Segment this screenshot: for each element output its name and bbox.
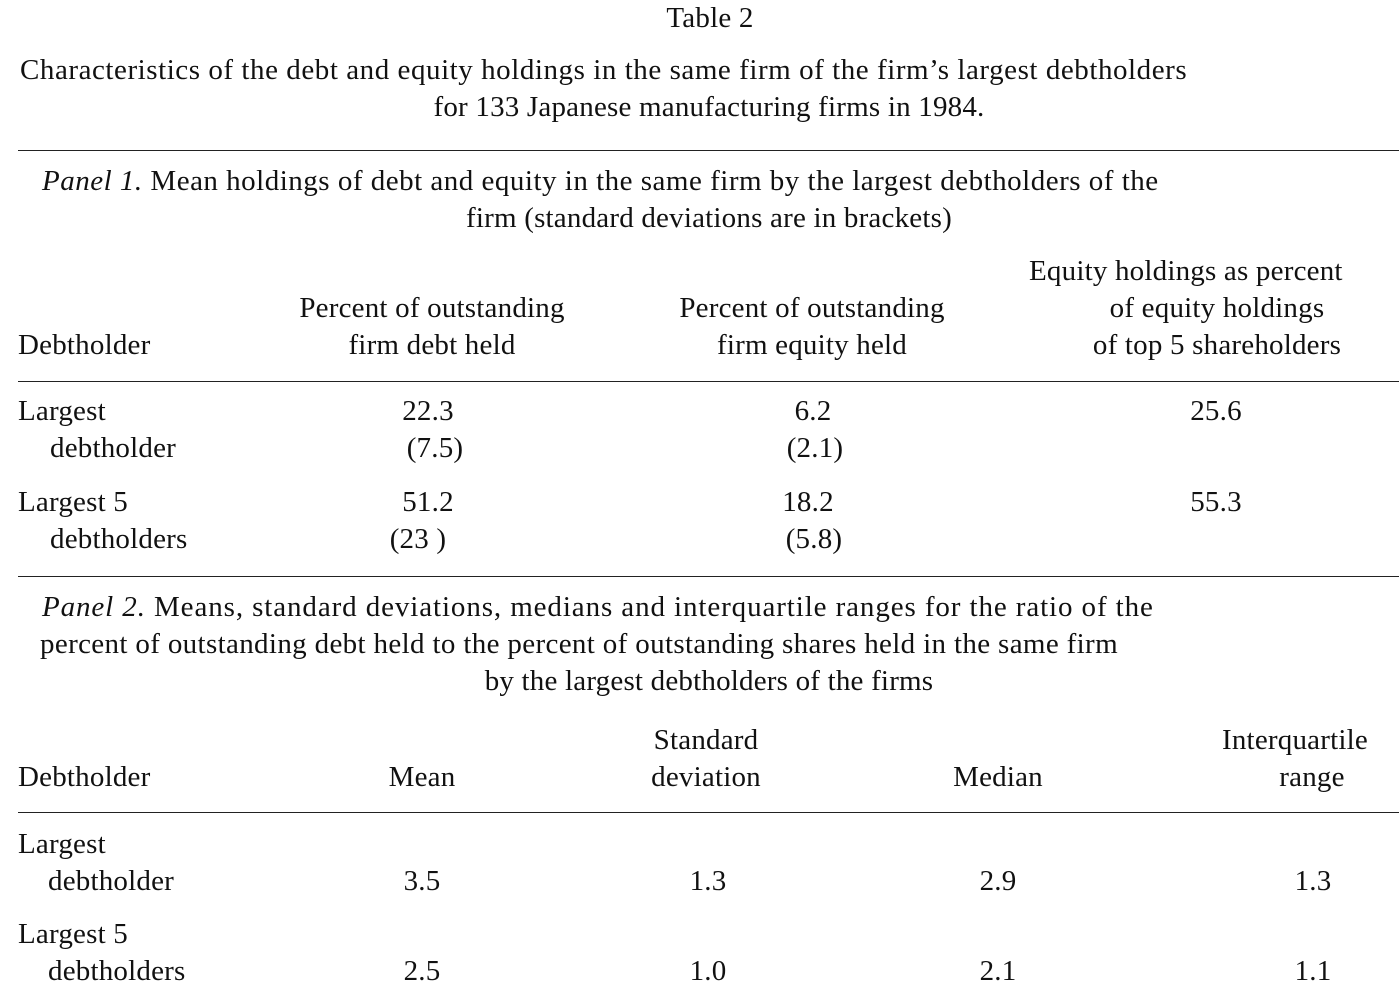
- panel2-row2-iqr: 1.1: [1294, 955, 1332, 987]
- panel2-header-sd-line1: Standard: [653, 724, 759, 756]
- panel2-row1-mean: 3.5: [403, 865, 441, 897]
- panel1-row1-equity-sd: (2.1): [786, 432, 844, 464]
- panel1-row2-debt: 51.2: [402, 486, 454, 518]
- panel1-row2-label-line2: debtholders: [50, 523, 188, 555]
- panel2-header-debtholder: Debtholder: [18, 761, 151, 793]
- panel1-header-top5-line1: Equity holdings as percent: [1029, 255, 1343, 287]
- panel2-row2-median: 2.1: [979, 955, 1017, 987]
- panel2-row1-median: 2.9: [979, 865, 1017, 897]
- panel1-header-top5-line3: of top 5 shareholders: [1092, 329, 1342, 361]
- panel1-row2-equity-sd: (5.8): [785, 523, 843, 555]
- panel1-row2-equity: 18.2: [782, 486, 834, 518]
- panel2-title-line1: [42, 589, 1154, 625]
- panel1-title-rest: Mean holdings of debt and equity in the same firm by the largest debtholders of the: [150, 165, 1159, 197]
- panel2-row2-label-line1: Largest 5: [18, 918, 128, 950]
- panel-separator-rule: [18, 576, 1399, 577]
- panel2-title-line3: by the largest debtholders of the firms: [484, 665, 934, 697]
- panel1-header-top5-line2: of equity holdings: [1109, 292, 1325, 324]
- panel1-header-rule: [18, 381, 1399, 382]
- panel1-header-debtholder: Debtholder: [18, 329, 151, 361]
- panel2-header-sd-line2: deviation: [651, 761, 761, 793]
- panel1-row2-label-line1: Largest 5: [18, 486, 128, 518]
- panel1-header-equity-line1: Percent of outstanding: [679, 292, 945, 324]
- panel1-row1-label-line1: Largest: [18, 395, 106, 427]
- panel1-header-debt-line2: firm debt held: [348, 329, 516, 361]
- panel1-title-line2: firm (standard deviations are in brackets): [466, 202, 952, 234]
- panel2-title-line2: percent of outstanding debt held to the percent of outstanding shares held in the same firm: [40, 628, 1118, 660]
- panel2-header-mean: Mean: [388, 761, 456, 793]
- panel1-row2-debt-sd: (23 ): [389, 523, 447, 555]
- panel2-row1-label-line2: debtholder: [48, 865, 175, 897]
- panel2-row2-mean: 2.5: [403, 955, 441, 987]
- panel2-row1-label-line1: Largest: [18, 828, 106, 860]
- panel2-row2-label-line2: debtholders: [48, 955, 186, 987]
- panel2-header-rule: [18, 812, 1399, 813]
- panel1-row1-debt-sd: (7.5): [406, 432, 464, 464]
- panel1-row1-label-line2: debtholder: [50, 432, 177, 464]
- panel2-label: Panel 2.: [42, 591, 146, 623]
- table-label: Table 2: [666, 2, 754, 34]
- table-caption-line2: for 133 Japanese manufacturing firms in 1984.: [433, 91, 985, 123]
- panel1-header-debt-line1: Percent of outstanding: [299, 292, 565, 324]
- panel2-row1-sd: 1.3: [689, 865, 727, 897]
- panel1-row1-equity: 6.2: [794, 395, 832, 427]
- panel1-label: Panel 1.: [42, 165, 143, 197]
- table-caption-line1: Characteristics of the debt and equity holdings in the same firm of the firm’s largest debtholders: [20, 54, 1188, 86]
- top-rule: [18, 150, 1399, 151]
- panel1-row2-top5: 55.3: [1190, 486, 1242, 518]
- panel2-header-iqr-line1: Interquartile: [1222, 724, 1368, 756]
- panel2-header-iqr-line2: range: [1279, 761, 1345, 793]
- panel2-title-rest: Means, standard deviations, medians and interquartile ranges for the ratio of the: [154, 591, 1154, 623]
- panel1-header-equity-line2: firm equity held: [716, 329, 908, 361]
- panel2-row1-iqr: 1.3: [1294, 865, 1332, 897]
- panel2-row2-sd: 1.0: [689, 955, 727, 987]
- panel1-title-line1: [42, 163, 1159, 199]
- panel1-row1-debt: 22.3: [402, 395, 454, 427]
- panel1-row1-top5: 25.6: [1190, 395, 1242, 427]
- panel2-header-median: Median: [953, 761, 1043, 793]
